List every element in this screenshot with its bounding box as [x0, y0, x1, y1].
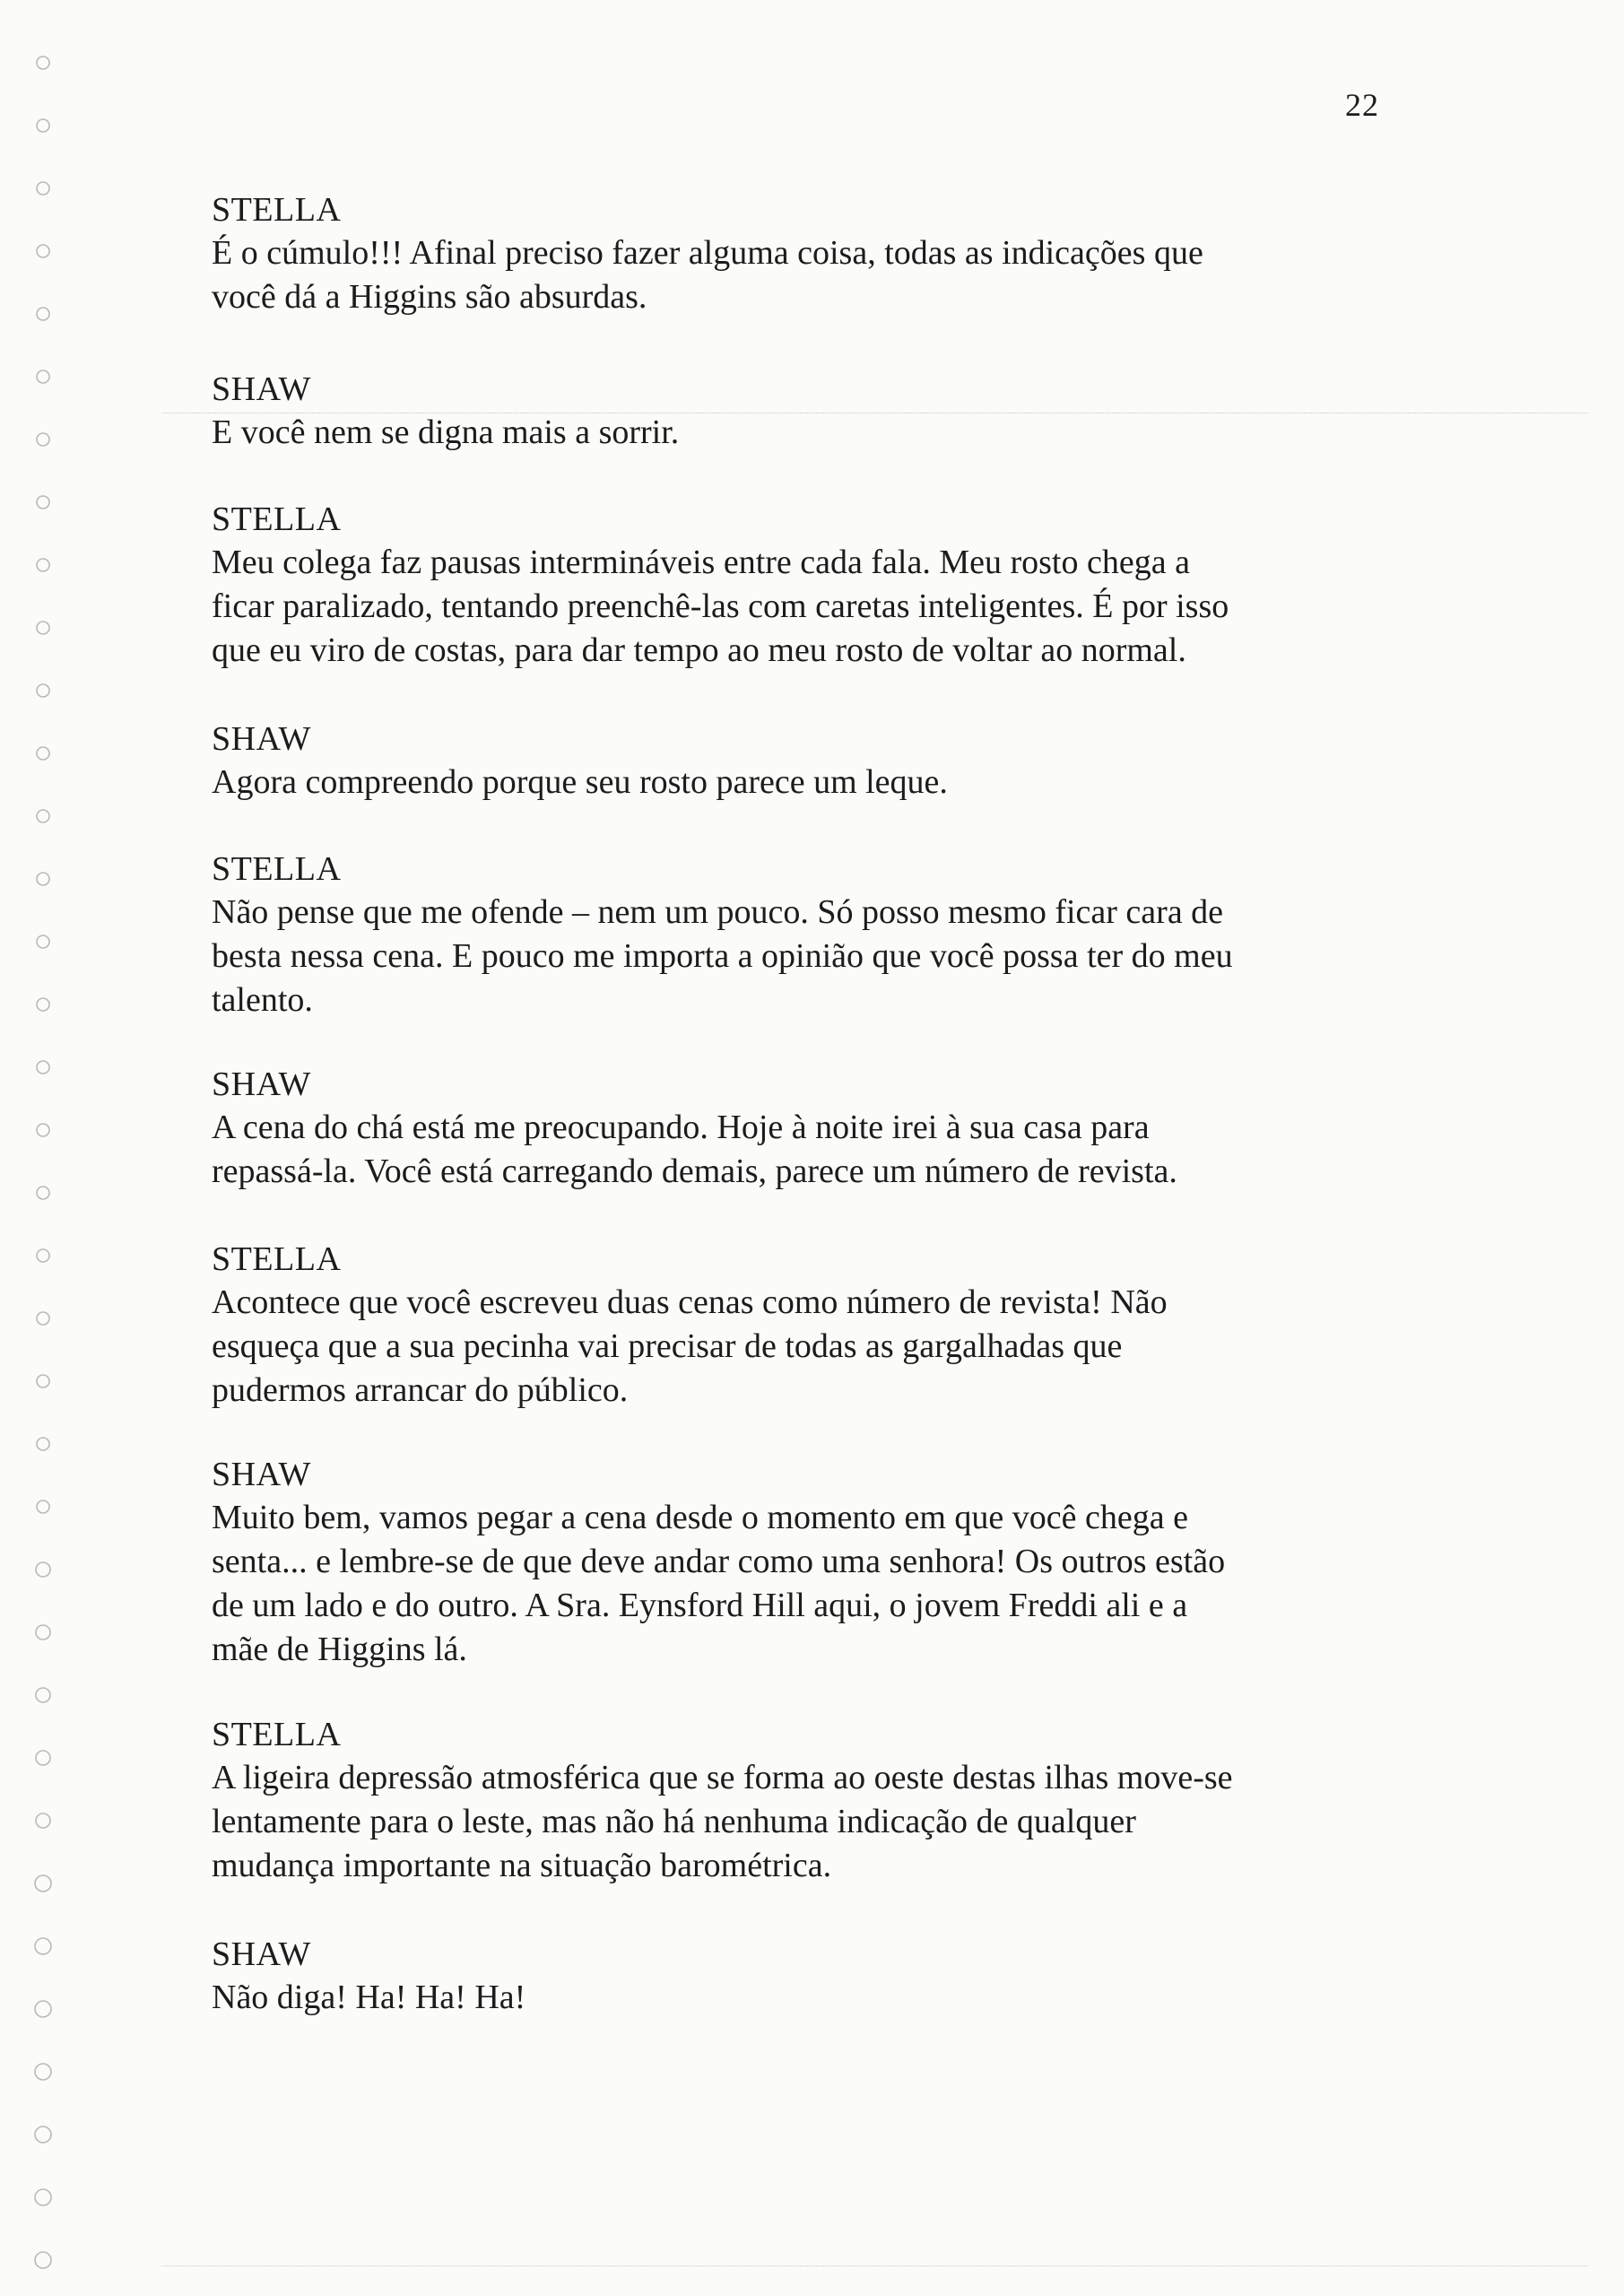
speaker-name: STELLA: [212, 850, 342, 888]
dialogue-entry: [212, 368, 1377, 455]
dialogue-line: esqueça que a sua pecinha vai precisar de todas as gargalhadas que: [212, 1327, 1123, 1365]
dialogue-entry: [212, 1453, 1377, 1672]
speaker-name: SHAW: [212, 1935, 311, 1973]
dialogue-line: Muito bem, vamos pegar a cena desde o momento em que você chega e: [212, 1499, 1188, 1536]
speaker-name: STELLA: [212, 1716, 342, 1753]
dialogue-line: Meu colega faz pausas intermináveis entre cada fala. Meu rosto chega a: [212, 544, 1190, 581]
speaker-name: SHAW: [212, 720, 311, 758]
dialogue-line: Não pense que me ofende – nem um pouco. Só posso mesmo ficar cara de: [212, 893, 1224, 931]
page-number: 22: [1345, 87, 1379, 123]
speaker-name: SHAW: [212, 370, 311, 408]
dialogue-line: A cena do chá está me preocupando. Hoje à noite irei à sua casa para: [212, 1109, 1150, 1146]
dialogue-line: ficar paralizado, tentando preenchê-las com caretas inteligentes. É por isso: [212, 587, 1229, 625]
dialogue-line: lentamente para o leste, mas não há nenhuma indicação de qualquer: [212, 1803, 1136, 1840]
dialogue-entry: [212, 848, 1377, 1022]
dialogue-line: Agora compreendo porque seu rosto parece um leque.: [212, 763, 948, 801]
speaker-name: STELLA: [212, 1240, 342, 1278]
dialogue-line: que eu viro de costas, para dar tempo ao meu rosto de voltar ao normal.: [212, 631, 1186, 669]
dialogue-line: de um lado e do outro. A Sra. Eynsford Hill aqui, o jovem Freddi ali e a: [212, 1587, 1188, 1624]
speaker-name: STELLA: [212, 500, 342, 538]
dialogue-line: talento.: [212, 981, 313, 1019]
binder-holes-icon: [25, 36, 61, 2287]
dialogue-entry: [212, 1063, 1377, 1194]
dialogue-line: mudança importante na situação barométrica.: [212, 1847, 832, 1884]
dialogue-entry: [212, 718, 1377, 804]
dialogue-line: E você nem se digna mais a sorrir.: [212, 413, 680, 451]
dialogue-line: você dá a Higgins são absurdas.: [212, 278, 647, 316]
binder-holes: [25, 36, 61, 2287]
speaker-name: SHAW: [212, 1456, 311, 1493]
speaker-name: SHAW: [212, 1065, 311, 1103]
dialogue-line: mãe de Higgins lá.: [212, 1631, 467, 1668]
dialogue-line: É o cúmulo!!! Afinal preciso fazer alguma coisa, todas as indicações que: [212, 234, 1203, 272]
dialogue-line: pudermos arrancar do público.: [212, 1371, 629, 1409]
dialogue-line: besta nessa cena. E pouco me importa a opinião que você possa ter do meu: [212, 937, 1233, 975]
speaker-name: STELLA: [212, 191, 342, 229]
dialogue-line: Não diga! Ha! Ha! Ha!: [212, 1979, 526, 2016]
dialogue-entry: [212, 498, 1377, 673]
dialogue-line: A ligeira depressão atmosférica que se forma ao oeste destas ilhas move-se: [212, 1759, 1233, 1796]
dialogue-entry: [212, 1713, 1377, 1888]
dialogue-line: senta... e lembre-se de que deve andar como uma senhora! Os outros estão: [212, 1543, 1226, 1580]
dialogue-entry: [212, 188, 1377, 319]
dialogue-entry: [212, 1933, 1377, 2020]
dialogue-line: repassá-la. Você está carregando demais, parece um número de revista.: [212, 1152, 1177, 1190]
dialogue-line: Acontece que você escreveu duas cenas como número de revista! Não: [212, 1283, 1168, 1321]
dialogue-entry: [212, 1238, 1377, 1413]
